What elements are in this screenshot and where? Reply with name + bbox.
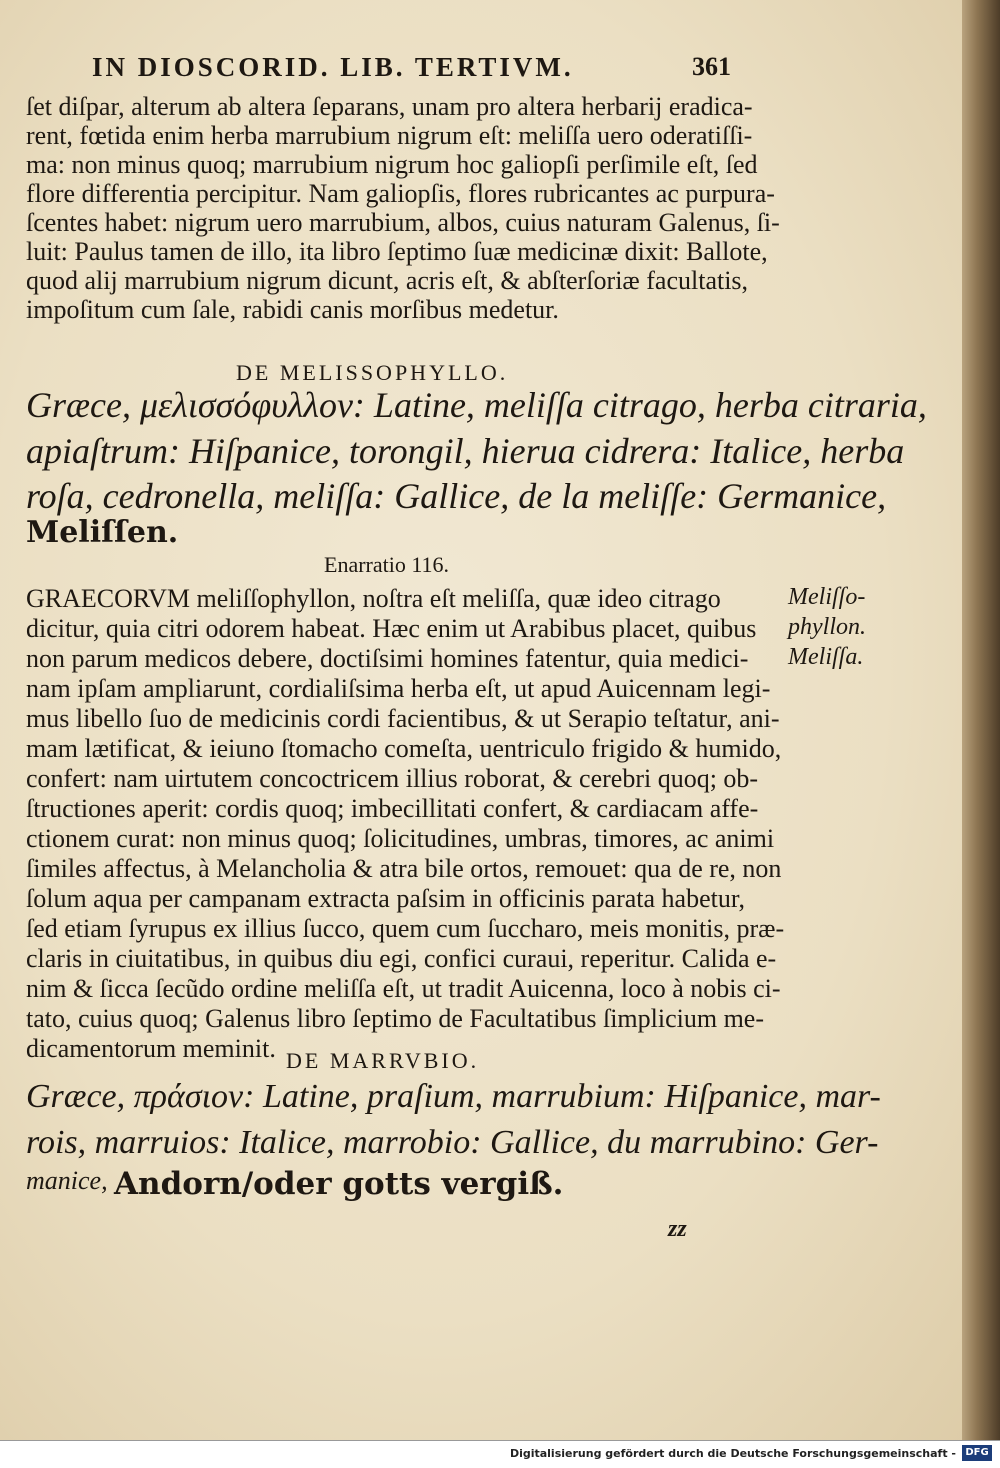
text-line: GRAECORVM meliſſophyllon, noſtra eſt meliſſa, quæ ideo citrago bbox=[26, 584, 721, 613]
text-line: impoſitum cum ſale, rabidi canis morſibus medetur. bbox=[26, 295, 559, 324]
synonym-line: Græce, πράσιον: Latine, praſium, marrubium: Hiſpanice, mar- bbox=[26, 1078, 881, 1115]
signature-mark: zz bbox=[668, 1216, 687, 1242]
text-line: quod alij marrubium nigrum dicunt, acris eſt, & abſterſoriæ facultatis, bbox=[26, 266, 749, 295]
text-line: dicitur, quia citri odorem habeat. Hæc enim ut Arabibus placet, quibus bbox=[26, 614, 757, 643]
text-line: flore differentia percipitur. Nam galiopſis, flores rubricantes ac purpura- bbox=[26, 179, 775, 208]
book-spine bbox=[962, 0, 1000, 1440]
synonym-gothic: Andorn/oder gotts vergiß. bbox=[114, 1166, 564, 1202]
text-line: ſimiles affectus, à Melancholia & atra bile ortos, remouet: qua de re, non bbox=[26, 854, 782, 883]
synonym-line: roſa, cedronella, meliſſa: Gallice, de la meliſſe: Germanice, bbox=[26, 476, 887, 516]
text-line: non parum medicos debere, doctiſsimi homines fatentur, quia medici- bbox=[26, 644, 749, 673]
running-head-title: IN DIOSCORID. LIB. TERTIVM. bbox=[92, 52, 574, 82]
synonym-gothic: Meliſſen. bbox=[26, 515, 179, 550]
text-line: nam ipſam ampliarunt, cordialiſsima herba eſt, ut apud Auicennam legi- bbox=[26, 674, 771, 703]
text-line: rent, fœtida enim herba marrubium nigrum eſt: meliſſa uero oderatiſſi- bbox=[26, 121, 753, 150]
text-line: ſolum aqua per campanam extracta paſsim in officinis parata habetur, bbox=[26, 884, 745, 913]
synonym-line: Græce, μελισσόφυλλον: Latine, meliſſa citrago, herba citraria, bbox=[26, 385, 927, 425]
text-line: ſtructiones aperit: cordis quoq; imbecillitati confert, & cardiacam affe- bbox=[26, 794, 759, 823]
text-line: tato, cuius quoq; Galenus libro ſeptimo de Facultatibus ſimplicium me- bbox=[26, 1004, 764, 1033]
footer-credit: Digitalisierung gefördert durch die Deutsche Forschungsgemeinschaft - bbox=[509, 1447, 956, 1460]
margin-note: Meliſſo- bbox=[788, 584, 866, 610]
digitization-footer bbox=[0, 1440, 1000, 1468]
text-line: dicamentorum meminit. bbox=[26, 1034, 276, 1063]
margin-note: phyllon. bbox=[788, 614, 866, 640]
synonym-line-prefix: manice, bbox=[26, 1166, 108, 1195]
margin-note: Meliſſa. bbox=[788, 644, 864, 670]
text-line: ſed etiam ſyrupus ex illius ſucco, quem cum ſucchаro, meis monitis, præ- bbox=[26, 914, 785, 943]
text-line: ma: non minus quoq; marrubium nigrum hoc galiopſi perſimile eſt, ſed bbox=[26, 150, 758, 179]
text-line: ſet diſpar, alterum ab altera ſeparans, unam pro altera herbarij eradica- bbox=[26, 92, 753, 121]
enarratio-label: Enarratio 116. bbox=[324, 552, 450, 577]
synonym-line: apiaſtrum: Hiſpanice, torongil, hierua cidrera: Italice, herba bbox=[26, 431, 905, 471]
dfg-logo: DFG bbox=[962, 1445, 992, 1461]
text-line: ctionem curat: non minus quoq; ſolicitudines, umbras, timores, ac animi bbox=[26, 824, 775, 853]
page-number: 361 bbox=[692, 52, 731, 81]
text-line: nim & ſicca ſecũdo ordine meliſſa eſt, ut tradit Auicenna, loco à nobis ci- bbox=[26, 974, 781, 1003]
synonym-line: rois, marruios: Italice, marrobio: Gallice, du marrubino: Ger- bbox=[26, 1124, 879, 1161]
text-line: claris in ciuitatibus, in quibus diu egi, confici curaui, reperitur. Calida e- bbox=[26, 944, 777, 973]
text-line: luit: Paulus tamen de illo, ita libro ſeptimo ſuæ medicinæ dixit: Ballote, bbox=[26, 237, 768, 266]
section-heading-melissophyllo: DE MELISSOPHYLLO. bbox=[236, 360, 509, 385]
section-heading-marrubio: DE MARRVBIO. bbox=[286, 1048, 480, 1073]
text-line: mus libello ſuo de medicinis cordi facientibus, & ut Serapio teſtatur, ani- bbox=[26, 704, 780, 733]
text-line: mam lætificat, & ieiuno ſtomacho comeſta, uentriculo frigido & humido, bbox=[26, 734, 782, 763]
text-line: confert: nam uirtutem concoctricem illius roborat, & cerebri quoq; ob- bbox=[26, 764, 759, 793]
text-line: ſcentes habet: nigrum uero marrubium, albos, cuius naturam Galenus, ſi- bbox=[26, 208, 780, 237]
